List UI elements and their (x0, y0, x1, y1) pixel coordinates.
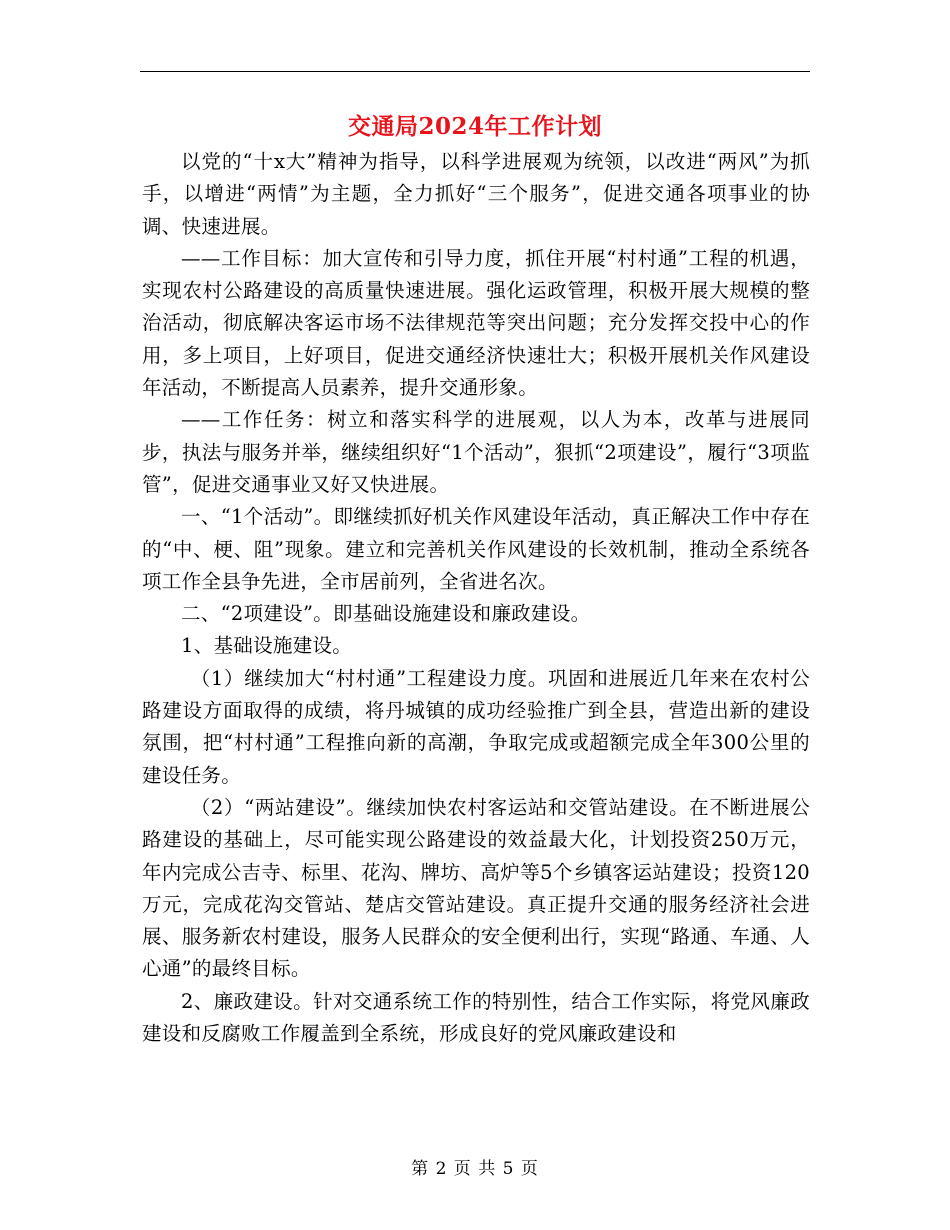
paragraph-intro: 以党的“十x大”精神为指导，以科学进展观为统领，以改进“两风”为抓手，以增进“两情”为主题，全力抓好“三个服务”，促进交通各项事业的协调、快速进展。 (142, 150, 810, 238)
paragraph-work-goal: ——工作目标：加大宣传和引导力度，抓住开展“村村通”工程的机遇，实现农村公路建设的高质量快速进展。强化运政管理，积极开展大规模的整治活动，彻底解决客运市场不法律规范等突出问题；充分发挥交投中心的作用，多上项目，上好项目，促进交通经济快速壮大；积极开展机关作风建设年活动，不断提高人员素养，提升交通形象。 (142, 246, 810, 400)
document-body (142, 146, 810, 1050)
paragraph-two-stations: （2）“两站建设”。继续加快农村客运站和交管站建设。在不断进展公路建设的基础上，尽可能实现公路建设的效益最大化，计划投资250万元，年内完成公吉寺、标里、花沟、牌坊、高炉等5个乡镇客运站建设；投资120万元，完成花沟交管站、楚店交管站建设。真正提升交通的服务经济社会进展、服务新农村建设，服务人民群众的安全便利出行，实现“路通、车通、人心通”的最终目标。 (142, 795, 810, 981)
document-title: 交通局2024年工作计划 (347, 113, 602, 140)
paragraph-section-one: 一、“1个活动”。即继续抓好机关作风建设年活动，真正解决工作中存在的“中、梗、阻”现象。建立和完善机关作风建设的长效机制，推动全系统各项工作全县争先进，全市居前列，全省进名次。 (142, 505, 810, 593)
paragraph-village-roads: （1）继续加大“村村通”工程建设力度。巩固和进展近几年来在农村公路建设方面取得的成绩，将丹城镇的成功经验推广到全县，营造出新的建设氛围，把“村村通”工程推向新的高潮，争取完成或超额完成全年300公里的建设任务。 (142, 666, 810, 787)
paragraph-section-two: 二、“2项建设”。即基础设施建设和廉政建设。 (181, 602, 591, 626)
page-number-footer: 第 2 页 共 5 页 (411, 1159, 539, 1179)
paragraph-infrastructure-heading: 1、基础设施建设。 (181, 634, 353, 658)
header-rule (140, 71, 810, 72)
paragraph-integrity-building: 2、廉政建设。针对交通系统工作的特别性，结合工作实际，将党风廉政建设和反腐败工作履盖到全系统，形成良好的党风廉政建设和 (142, 989, 810, 1046)
paragraph-work-task: ——工作任务：树立和落实科学的进展观，以人为本，改革与进展同步，执法与服务并举，继续组织好“1个活动”，狠抓“2项建设”，履行“3项监管”，促进交通事业又好又快进展。 (142, 408, 810, 496)
